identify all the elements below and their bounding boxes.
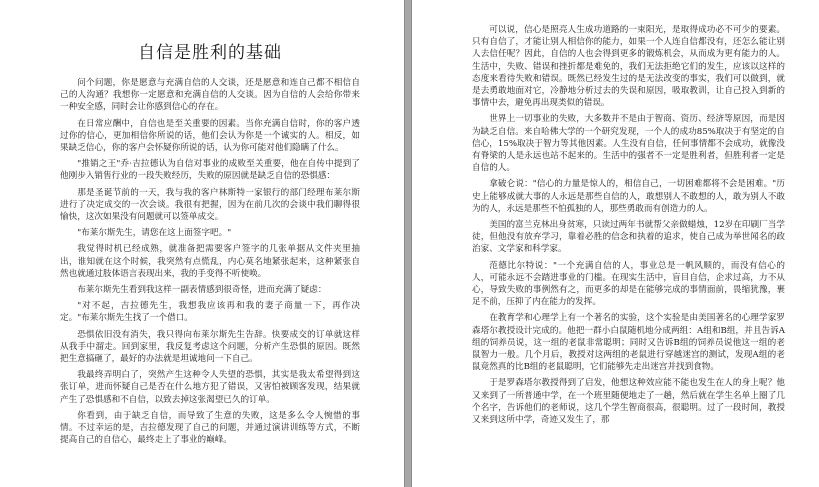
page-title: 自信是胜利的基础	[138, 43, 282, 63]
paragraph: 我最终弄明白了，突然产生这种令人失望的恐惧，其实是我太希望得到这张订单，进而怀疑自己是否在什么地方犯了错误，又害怕被顾客发现，结果就产生了恐惧感和不自信，以致去掉这张渴望已久的订单。	[60, 370, 360, 405]
paragraph: 于是罗森塔尔教授得到了启发，他想这种效应能不能也发生在人的身上呢？他又来到了一所普通中学，在一个班里随便地走了一趟，然后就在学生名单上圈了几个名字，告诉他们的老师说，这几个学生智商很高，很聪明。过了一段时间，教授又来到这所中学，奇迹又发生了，那	[472, 378, 785, 426]
paragraph: "对不起，吉拉德先生，我想我应该再和我的妻子商量一下，再作决定。"布莱尔斯先生找了一个借口。	[60, 301, 360, 324]
left-page	[0, 0, 404, 487]
paragraph: 在日常应酬中，自信也是至关重要的因素。当你充满自信时，你的客户透过你的信心，更加相信你所说的话，他们会认为你是一个诚实的人。相反，如果缺乏信心，你的客户会怀疑你所说的话，认为你可能对他们隐瞒了什么。	[60, 118, 360, 154]
page-gutter	[404, 0, 412, 487]
paragraph: 范德比尔特说："一个充满自信的人，事业总是一帆风顺的，而没有信心的人，可能永远不会踏进事业的门槛。在现实生活中，盲目自信，企求过高，力不从心，导致失败的事例然有之，而更多的却是在能够完成的事情面前，畏缩犹豫，裹足不前，压抑了内在能力的发挥。	[472, 260, 785, 308]
paragraph: 可以说，信心是照亮人生成功道路的一束阳光，是取得成功必不可少的要素。只有自信了，才能让别人相信你的能力，如果一个人连自信都没有，还怎么能让别人去信任呢？因此，自信的人也会得到更多的锻炼机会，从而成为更有能力的人。生活中，失败、错误和挫折都是难免的，我们无法拒绝它们的发生，应该以这样的态度来看待失败和错误。既然已经发生过的是无法改变的事实，我们可以做到，就是去勇敢地面对它，冷静地分析过去的失误和原因，吸取教训，让自己投入到新的事情中去，避免再出现类似的错误。	[472, 25, 785, 109]
paragraph: 美国的富兰克林出身贫寒，只读过两年书就帮父亲做蜡烛，12岁在印刷厂当学徒，但他没有放弃学习，靠着必胜的信念和执着的追求，使自己成为举世闻名的政治家、文学家和科学家。	[472, 220, 785, 255]
paragraph: "布莱尔斯先生，请您在这上面签字吧。"	[77, 228, 232, 239]
paragraph: 问个问题，你是愿意与充满自信的人交谈，还是愿意和连自己都不相信自己的人沟通？我想你一定愿意和充满自信的人交谈。因为自信的人会给你带来一种安全感，同时会让你感到信心的存在。	[60, 78, 360, 113]
paragraph: 拿破仑说："信心的力量是惊人的，相信自己，一切困难都将不会是困难。"历史上能够成就大事的人永远是那些自信的人，敢想别人不敢想的人，敢为别人不敢为的人，永远是那些不怕孤独的人，那些勇敢而有创造力的人。	[472, 179, 785, 214]
right-page	[412, 0, 819, 487]
paragraph: 恐惧依旧没有消失，我只得向布莱尔斯先生告辞。快要成交的订单就这样从我手中溜走。回到家里，我反复考虑这个问题，分析产生恐惧的原因。既然把生意搞砸了，最好的办法就是坦诚地问一下自己。	[60, 329, 360, 365]
paragraph: 布莱尔斯先生看到我这样一副表情感到很奇怪，进而充满了疑虑：	[77, 285, 327, 296]
paragraph: 我觉得时机已经成熟，就准备把需要客户签字的几张单据从文件夹里抽出，谁知就在这个时候，我突然有点慌乱，内心莫名地紧张起来，这种紧张自然也就通过肢体语言表现出来，我的手变得不听使唤。	[60, 244, 360, 279]
paragraph: 世界上一切事业的失败，大多数并不是由于智商、资历、经济等原因，而是因为缺乏自信。来自哈佛大学的一个研究发现，一个人的成功85%取决于有坚定的自信心，15%取决于智力等其他因素。人生没有自信，任何事情都不会成功，就像没有脊梁的人是永远也站不起来的。生活中的强者不一定是胜利者，但胜利者一定是自信的人。	[472, 114, 785, 174]
paragraph: 在教育学和心理学上有一个著名的实验，这个实验是由美国著名的心理学家罗森塔尔教授设计完成的。他把一群小白鼠随机地分成两组：A组和B组，并且告诉A组的饲养员说，这一组的老鼠非常聪明；同时又告诉B组的饲养员说他这一组的老鼠智力一般。几个月后，教授对这两组的老鼠进行穿越迷宫的测试，发现A组的老鼠竟然真的比B组的老鼠聪明，它们能够先走出迷宫并找到食物。	[472, 313, 785, 373]
paragraph: 那是圣诞节前的一天，我与我的客户林斯特一家银行的部门经理布莱尔斯进行了决定成交的一次会谈。我很有把握，因为在前几次的会谈中我们聊得很愉快，这次如果没有问题就可以签单成交。	[60, 187, 360, 223]
paragraph: "推销之王"乔·吉拉德认为自信对事业的成败至关重要，他在自传中提到了他刚步入销售行业的一段失败经历，失败的原因就是缺乏自信的恐惧感：	[60, 159, 360, 182]
paragraph: 你看到，由于缺乏自信，而导致了生意的失败，这是多么令人惋惜的事情。不过幸运的是，吉拉德发现了自己的问题，并通过演讲训练等方式，不断提高自己的自信心，最终走上了事业的巅峰。	[60, 410, 360, 446]
